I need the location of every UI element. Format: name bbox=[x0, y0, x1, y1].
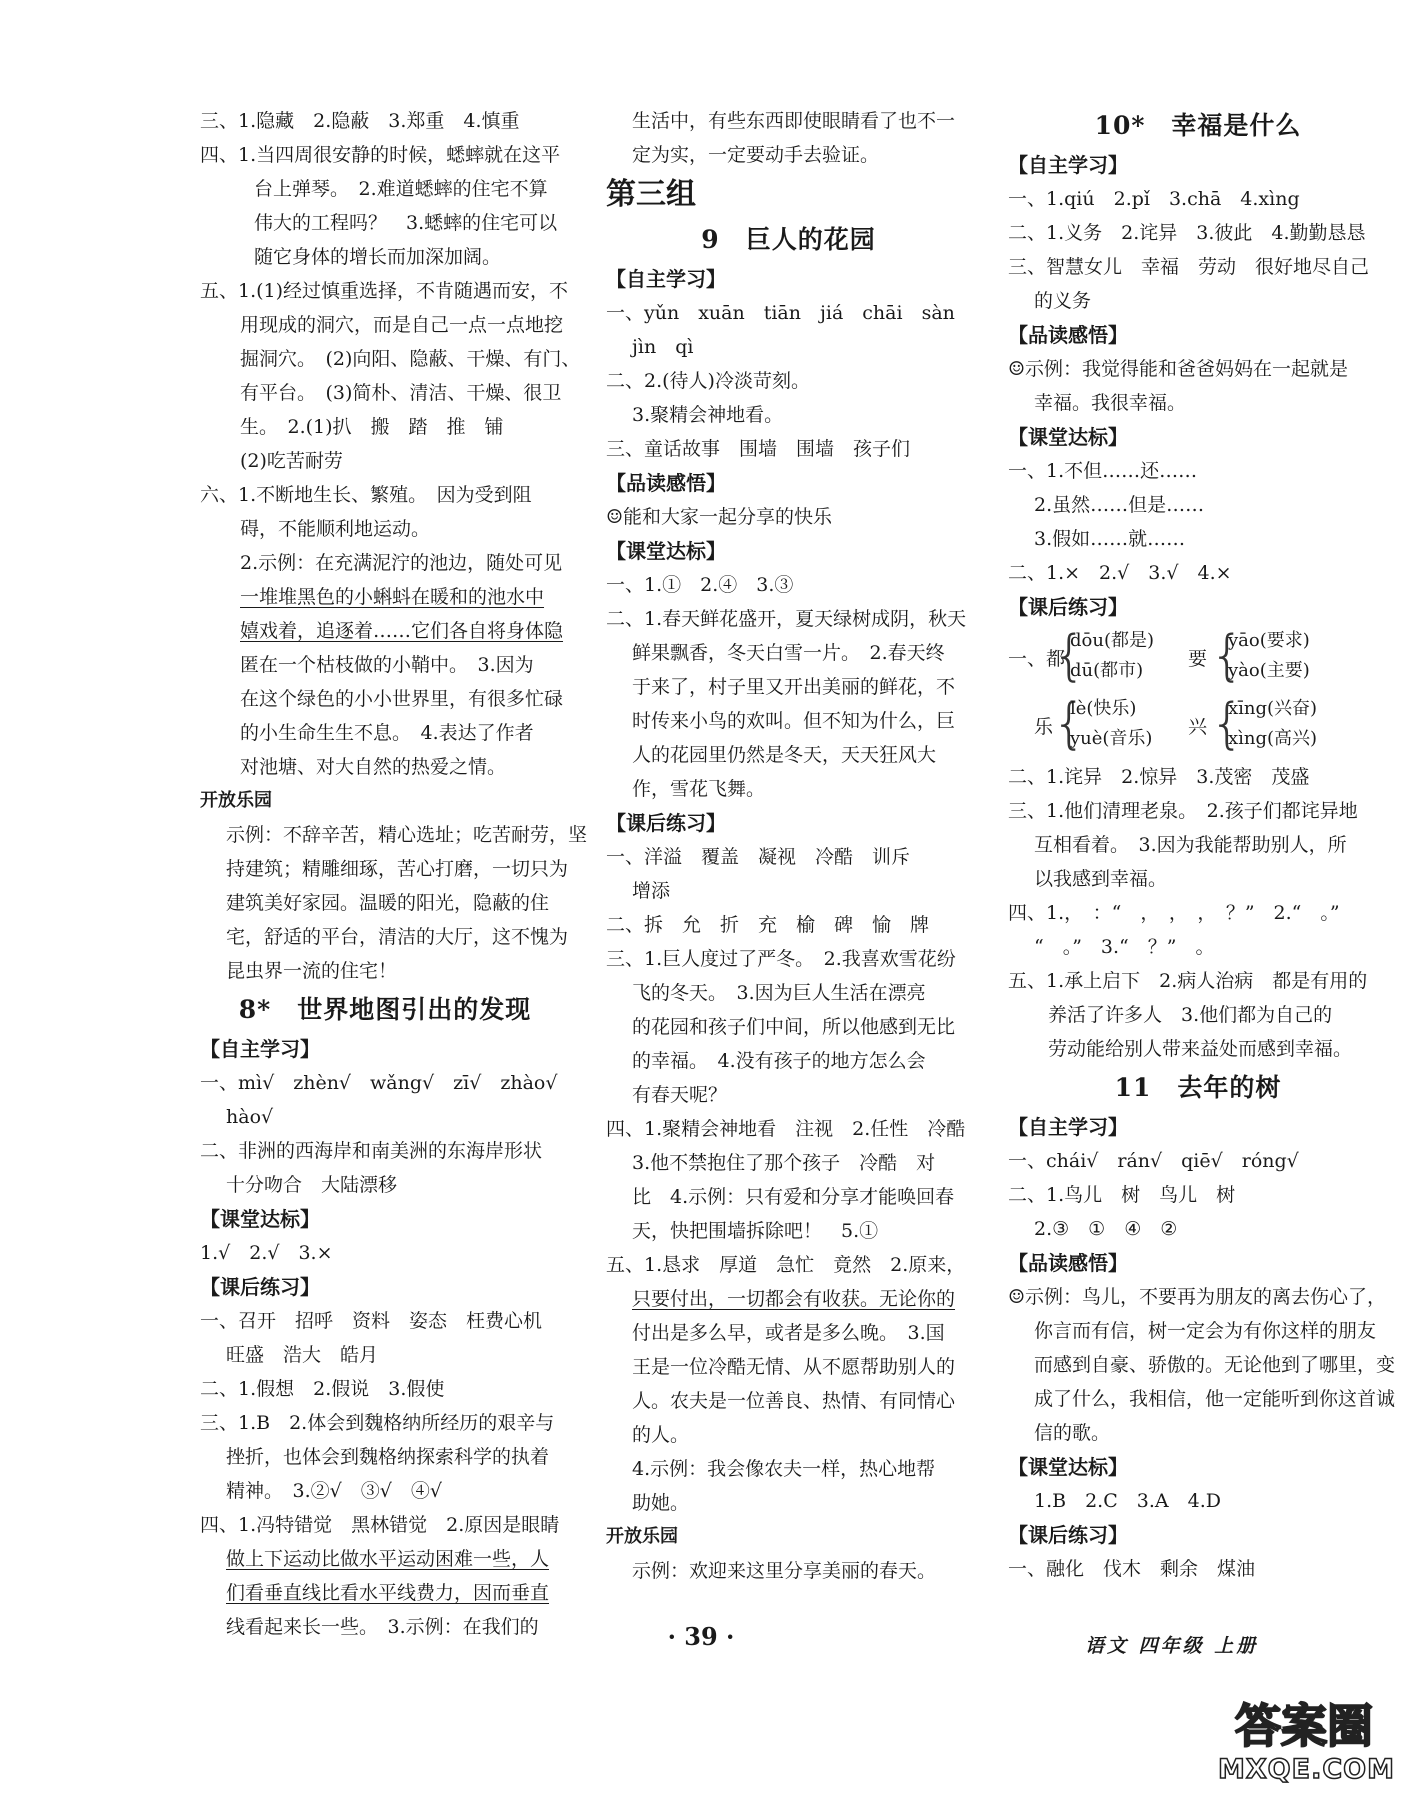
section-heading: 【课堂达标】 bbox=[200, 1207, 320, 1231]
answer-line: 三、1.他们清理老泉。 2.孩子们都诧异地 bbox=[1008, 800, 1358, 822]
answer-line: 信的歌。 bbox=[1034, 1422, 1111, 1444]
answer-line: 生活中，有些东西即使眼睛看了也不一 bbox=[632, 110, 956, 132]
answer-line: 旺盛 浩大 皓月 bbox=[226, 1344, 379, 1366]
answer-line: 伟大的工程吗？ 3.蟋蟀的住宅可以 bbox=[254, 212, 558, 234]
answer-line: 生。 2.(1)扒 搬 踏 推 铺 bbox=[240, 416, 504, 438]
answer-line: 们看垂直线比看水平线费力，因而垂直 bbox=[226, 1582, 550, 1604]
answer-line: 昆虫界一流的住宅！ bbox=[226, 960, 398, 982]
column-right-upper bbox=[1008, 104, 1388, 624]
lesson-title: 10* 幸福是什么 bbox=[1094, 111, 1302, 140]
section-heading: 【课后练习】 bbox=[200, 1275, 320, 1299]
answer-line: 天，快把围墙拆除吧！ 5.① bbox=[632, 1220, 879, 1242]
unit-title: 第三组 bbox=[606, 177, 696, 212]
answer-line: 二、1.义务 2.诧异 3.彼此 4.勤勤恳恳 bbox=[1008, 222, 1366, 244]
polyphone-group-2 bbox=[1008, 692, 1388, 760]
polyphone-option: yāo(要求) bbox=[1228, 630, 1310, 651]
answer-line: 随它身体的增长而加深加阔。 bbox=[254, 246, 502, 268]
answer-line: 的幸福。 4.没有孩子的地方怎么会 bbox=[632, 1050, 926, 1072]
answer-line: 一、mì√ zhèn√ wǎng√ zī√ zhào√ bbox=[200, 1072, 558, 1094]
answer-line: 台上弹琴。 2.难道蟋蟀的住宅不算 bbox=[254, 178, 548, 200]
answer-line: 3.假如……就…… bbox=[1034, 528, 1186, 550]
answer-line: 一堆堆黑色的小蝌蚪在暖和的池水中 bbox=[240, 586, 545, 608]
answer-line: 三、1.巨人度过了严冬。 2.我喜欢雪花纷 bbox=[606, 948, 956, 970]
lesson-title: 8* 世界地图引出的发现 bbox=[238, 995, 532, 1024]
answer-line: jìn qì bbox=[632, 336, 694, 358]
answer-line: 二、1.春天鲜花盛开，夏天绿树成阴，秋天 bbox=[606, 608, 967, 630]
lesson-title: 11 去年的树 bbox=[1114, 1073, 1282, 1102]
answer-line: 1.B 2.C 3.A 4.D bbox=[1034, 1490, 1221, 1512]
column-right bbox=[1008, 104, 1396, 1586]
answer-line: 一、融化 伐木 剩余 煤油 bbox=[1008, 1558, 1256, 1580]
section-heading: 【课后练习】 bbox=[1008, 595, 1128, 619]
polyphone-label: 一、都 bbox=[1008, 648, 1066, 670]
answer-line: 的花园和孩子们中间，所以他感到无比 bbox=[632, 1016, 956, 1038]
brace-icon: { bbox=[1052, 692, 1087, 755]
answer-line: 嬉戏着，追逐着……它们各自将身体隐 bbox=[240, 620, 564, 642]
answer-line: 持建筑；精雕细琢，苦心打磨，一切只为 bbox=[226, 858, 569, 880]
answer-line: 只要付出，一切都会有收获。无论你的 bbox=[632, 1288, 956, 1310]
answer-line: 的义务 bbox=[1034, 290, 1092, 312]
answer-line: 对池塘、对大自然的热爱之情。 bbox=[240, 756, 507, 778]
subsection-heading: 开放乐园 bbox=[200, 790, 272, 811]
answer-line: 二、1.诧异 2.惊异 3.茂密 茂盛 bbox=[1008, 766, 1310, 788]
answer-line: 一、1.① 2.④ 3.③ bbox=[606, 574, 794, 596]
answer-line: 的小生命生生不息。 4.表达了作者 bbox=[240, 722, 534, 744]
polyphone-option: xīng(兴奋) bbox=[1228, 698, 1318, 719]
answer-line: 你言而有信，树一定会为有你这样的朋友 bbox=[1034, 1320, 1377, 1342]
brace-icon: { bbox=[1052, 624, 1087, 687]
answer-line: ☺能和大家一起分享的快乐 bbox=[606, 506, 833, 528]
answer-line: 王是一位冷酷无情、从不愿帮助别人的 bbox=[632, 1356, 956, 1378]
answer-line: 示例：欢迎来这里分享美丽的春天。 bbox=[632, 1560, 937, 1582]
answer-line: 助她。 bbox=[632, 1492, 690, 1514]
answer-line: 一、召开 招呼 资料 姿态 枉费心机 bbox=[200, 1310, 543, 1332]
answer-line: 一、chái√ rán√ qiē√ róng√ bbox=[1008, 1150, 1299, 1172]
answer-line: 二、非洲的西海岸和南美洲的东海岸形状 bbox=[200, 1140, 543, 1162]
watermark-title: 答案圈 bbox=[1235, 1699, 1373, 1753]
answer-line: 示例：不辞辛苦，精心选址；吃苦耐劳，坚 bbox=[226, 824, 588, 846]
answer-line: 以我感到幸福。 bbox=[1034, 868, 1168, 890]
section-heading: 【自主学习】 bbox=[1008, 153, 1128, 177]
answer-line: 而感到自豪、骄傲的。无论他到了哪里，变 bbox=[1034, 1354, 1396, 1376]
answer-line: 二、2.(待人)冷淡苛刻。 bbox=[606, 370, 810, 392]
answer-line: 于来了，村子里又开出美丽的鲜花，不 bbox=[632, 676, 956, 698]
polyphone-group-1 bbox=[1008, 624, 1388, 692]
section-heading: 【品读感悟】 bbox=[1008, 323, 1128, 347]
answer-line: 作，雪花飞舞。 bbox=[632, 778, 766, 800]
answer-line: 十分吻合 大陆漂移 bbox=[226, 1174, 398, 1196]
answer-line: 人。农夫是一位善良、热情、有同情心 bbox=[632, 1390, 956, 1412]
answer-line: 一、1.qiú 2.pǐ 3.chā 4.xìng bbox=[1008, 188, 1300, 210]
column-left bbox=[200, 104, 588, 1644]
answer-line: 二、1.鸟儿 树 鸟儿 树 bbox=[1008, 1184, 1236, 1206]
answer-line: 4.示例：我会像农夫一样，热心地帮 bbox=[632, 1458, 936, 1480]
answer-line: 精神。 3.②√ ③√ ④√ bbox=[226, 1480, 442, 1502]
answer-line: 碍，不能顺利地运动。 bbox=[240, 518, 431, 540]
answer-line: 飞的冬天。 3.因为巨人生活在漂亮 bbox=[632, 982, 926, 1004]
section-heading: 【自主学习】 bbox=[1008, 1115, 1128, 1139]
answer-line: 有春天呢？ bbox=[632, 1084, 728, 1106]
answer-line: 在这个绿色的小小世界里，有很多忙碌 bbox=[240, 688, 564, 710]
polyphone-option: yuè(音乐) bbox=[1070, 728, 1153, 749]
section-heading: 【课堂达标】 bbox=[1008, 425, 1128, 449]
answer-line: 时传来小鸟的欢叫。但不知为什么，巨 bbox=[632, 710, 956, 732]
watermark-site: MXQE.COM bbox=[1218, 1754, 1395, 1785]
answer-line: 3.聚精会神地看。 bbox=[632, 404, 784, 426]
column-middle bbox=[606, 104, 971, 1588]
answer-line: 3.他不禁抱住了那个孩子 冷酷 对 bbox=[632, 1152, 936, 1174]
polyphone-option: dōu(都是) bbox=[1070, 630, 1154, 651]
site-watermark-logo bbox=[1218, 1690, 1395, 1790]
polyphone-label: 兴 bbox=[1188, 716, 1208, 738]
section-heading: 【自主学习】 bbox=[606, 267, 726, 291]
answer-line: 一、1.不但……还…… bbox=[1008, 460, 1198, 482]
section-heading: 【自主学习】 bbox=[200, 1037, 320, 1061]
answer-line: hào√ bbox=[226, 1106, 274, 1128]
answer-line: 二、1.假想 2.假说 3.假使 bbox=[200, 1378, 445, 1400]
answer-line: 1.√ 2.√ 3.× bbox=[200, 1242, 333, 1264]
answer-line: 2.虽然……但是…… bbox=[1034, 494, 1205, 516]
brace-icon: { bbox=[1210, 624, 1245, 687]
polyphone-option: xìng(高兴) bbox=[1228, 728, 1318, 749]
answer-line: 2.示例：在充满泥泞的池边，随处可见 bbox=[240, 552, 563, 574]
answer-line: 养活了许多人 3.他们都为自己的 bbox=[1048, 1004, 1333, 1026]
column-right-lower bbox=[1008, 760, 1396, 1586]
answer-line: 三、1.隐藏 2.隐蔽 3.郑重 4.慎重 bbox=[200, 110, 520, 132]
answer-line: 三、智慧女儿 幸福 劳动 很好地尽自己 bbox=[1008, 256, 1370, 278]
answer-line: 掘洞穴。 (2)向阳、隐蔽、干燥、有门、 bbox=[240, 348, 581, 370]
page-number: · 39 · bbox=[667, 1622, 735, 1651]
answer-line: 挫折，也体会到魏格纳探索科学的执着 bbox=[226, 1446, 550, 1468]
answer-line: 用现成的洞穴，而是自己一点一点地挖 bbox=[240, 314, 564, 336]
answer-line: ☺示例：鸟儿，不要再为朋友的离去伤心了， bbox=[1008, 1286, 1387, 1308]
answer-line: 宅，舒适的平台，清洁的大厅，这不愧为 bbox=[226, 926, 569, 948]
subsection-heading: 开放乐园 bbox=[606, 1526, 678, 1547]
lesson-title: 9 巨人的花园 bbox=[701, 225, 876, 254]
section-heading: 【品读感悟】 bbox=[1008, 1251, 1128, 1275]
answer-line: 二、拆 允 折 充 榆 碑 愉 牌 bbox=[606, 914, 930, 936]
answer-line: 做上下运动比做水平运动困难一些，人 bbox=[226, 1548, 550, 1570]
section-heading: 【课后练习】 bbox=[606, 811, 726, 835]
section-heading: 【品读感悟】 bbox=[606, 471, 726, 495]
answer-line: 四、1.， ：“ ， ， ， ？” 2.“ 。” bbox=[1008, 902, 1340, 924]
answer-line: 比 4.示例：只有爱和分享才能唤回春 bbox=[632, 1186, 955, 1208]
polyphone-option: lè(快乐) bbox=[1070, 698, 1137, 719]
polyphone-label: 乐 bbox=[1034, 716, 1054, 738]
answer-line: “ 。” 3.“ ？” 。 bbox=[1034, 936, 1215, 958]
answer-line: 有平台。 (3)简朴、清洁、干燥、很卫 bbox=[240, 382, 562, 404]
answer-line: 付出是多么早，或者是多么晚。 3.国 bbox=[632, 1322, 945, 1344]
answer-line: 互相看着。 3.因为我能帮助别人，所 bbox=[1034, 834, 1347, 856]
answer-line: 定为实，一定要动手去验证。 bbox=[632, 144, 880, 166]
answer-line: 二、1.× 2.√ 3.√ 4.× bbox=[1008, 562, 1232, 584]
answer-line: 鲜果飘香，冬天白雪一片。 2.春天终 bbox=[632, 642, 945, 664]
answer-line: 一、yǔn xuān tiān jiá chāi sàn bbox=[606, 302, 955, 324]
answer-line: 五、1.承上启下 2.病人治病 都是有用的 bbox=[1008, 970, 1368, 992]
section-heading: 【课后练习】 bbox=[1008, 1523, 1128, 1547]
section-heading: 【课堂达标】 bbox=[606, 539, 726, 563]
answer-line: 六、1.不断地生长、繁殖。 因为受到阻 bbox=[200, 484, 532, 506]
answer-line: 幸福。我很幸福。 bbox=[1034, 392, 1187, 414]
answer-line: 线看起来长一些。 3.示例：在我们的 bbox=[226, 1616, 539, 1638]
section-heading: 【课堂达标】 bbox=[1008, 1455, 1128, 1479]
polyphone-option: yào(主要) bbox=[1228, 660, 1310, 681]
polyphone-option: dū(都市) bbox=[1070, 660, 1144, 681]
answer-line: 2.③ ① ④ ② bbox=[1034, 1218, 1178, 1240]
polyphone-label: 要 bbox=[1188, 648, 1208, 670]
answer-line: 四、1.聚精会神地看 注视 2.任性 冷酷 bbox=[606, 1118, 966, 1140]
answer-line: 四、1.当四周很安静的时候，蟋蟀就在这平 bbox=[200, 144, 561, 166]
answer-line: 五、1.恳求 厚道 急忙 竟然 2.原来， bbox=[606, 1254, 966, 1276]
answer-line: 三、1.B 2.体会到魏格纳所经历的艰辛与 bbox=[200, 1412, 555, 1434]
answer-line: (2)吃苦耐劳 bbox=[240, 450, 343, 472]
answer-line: 匿在一个枯枝做的小鞘中。 3.因为 bbox=[240, 654, 534, 676]
answer-line: 五、1.(1)经过慎重选择，不肯随遇而安，不 bbox=[200, 280, 569, 302]
answer-line: 的人。 bbox=[632, 1424, 690, 1446]
answer-line: 增添 bbox=[632, 880, 671, 902]
book-grade-label: 语文 四年级 上册 bbox=[1085, 1635, 1259, 1657]
answer-line: 一、洋溢 覆盖 凝视 冷酷 训斥 bbox=[606, 846, 911, 868]
answer-line: 劳动能给别人带来益处而感到幸福。 bbox=[1048, 1038, 1353, 1060]
answer-line: 三、童话故事 围墙 围墙 孩子们 bbox=[606, 438, 911, 460]
brace-icon: { bbox=[1210, 692, 1245, 755]
answer-line: 建筑美好家园。温暖的阳光，隐蔽的住 bbox=[226, 892, 550, 914]
answer-line: 四、1.冯特错觉 黑林错觉 2.原因是眼睛 bbox=[200, 1514, 560, 1536]
answer-line: 人的花园里仍然是冬天，天天狂风大 bbox=[632, 744, 937, 766]
answer-line: ☺示例：我觉得能和爸爸妈妈在一起就是 bbox=[1008, 358, 1349, 380]
answer-line: 成了什么，我相信，他一定能听到你这首诚 bbox=[1034, 1388, 1396, 1410]
